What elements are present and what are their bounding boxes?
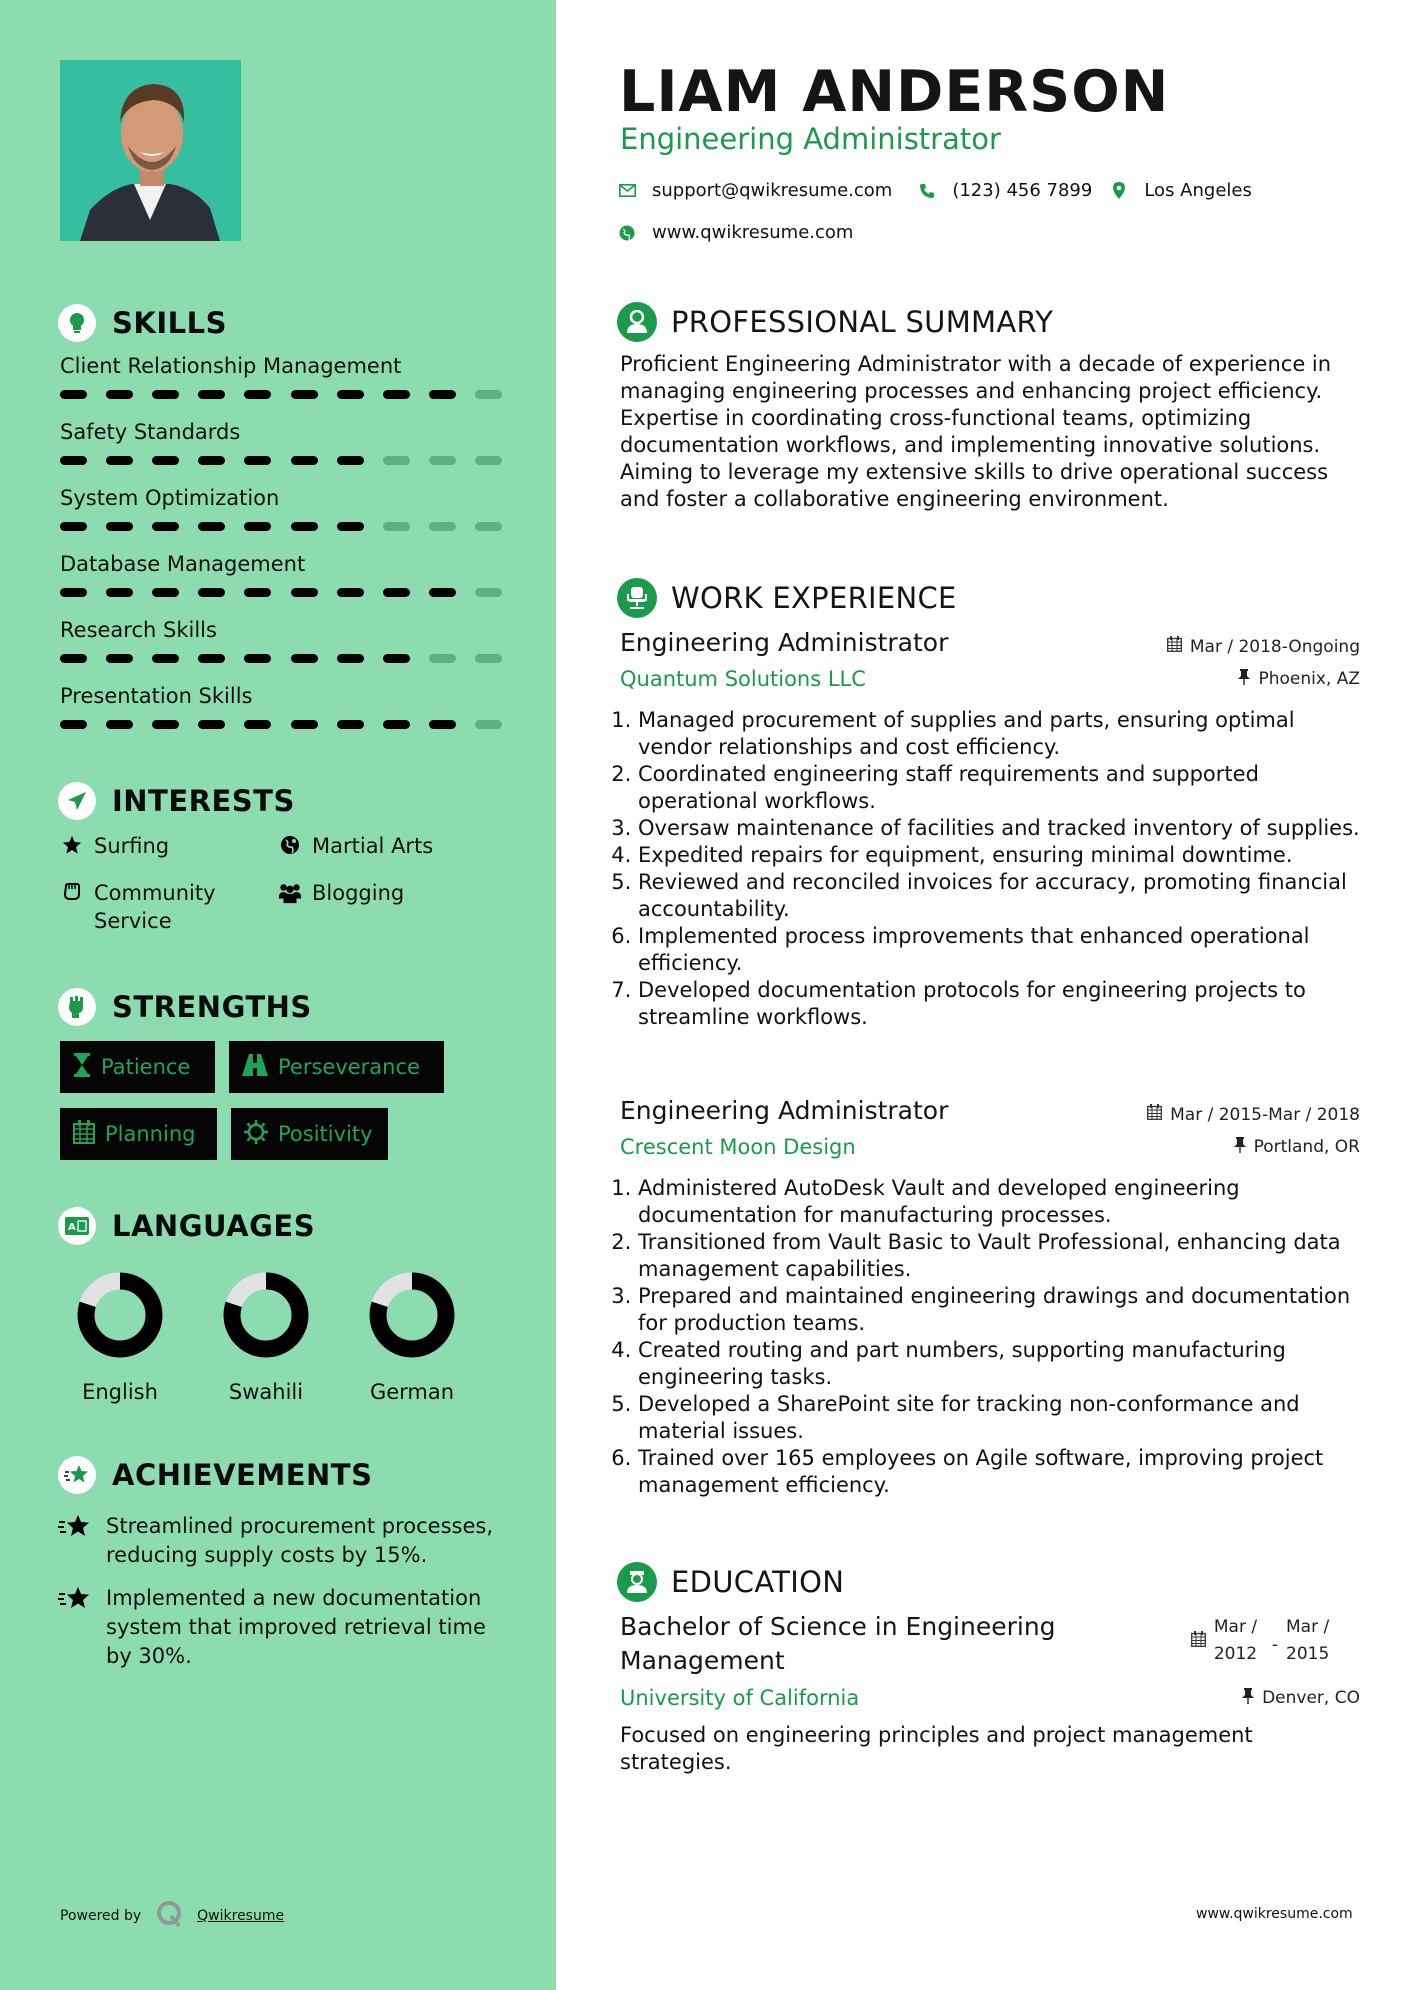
strengths-header: [58, 988, 312, 1026]
map-pin-icon: [1110, 182, 1128, 199]
skill-dash: [337, 456, 364, 465]
skill-dash: [475, 390, 502, 399]
skill-dash: [152, 390, 179, 399]
proficiency-donut: [369, 1272, 455, 1362]
skill-dash: [60, 390, 87, 399]
interest-label: Community Service: [94, 881, 216, 933]
skill-dash: [475, 654, 502, 663]
skill-dash: [60, 588, 87, 597]
skill-dash: [60, 522, 87, 531]
skill-dash: [198, 720, 225, 729]
interest-label: Blogging: [312, 881, 405, 905]
strength-badge: [229, 1041, 444, 1093]
hourglass-icon: [73, 1053, 91, 1082]
strength-label: Perseverance: [278, 1055, 420, 1079]
skill-dash: [475, 720, 502, 729]
fist-outline-icon: [60, 879, 84, 902]
language-icon: [58, 1207, 96, 1245]
skill-dash: [198, 390, 225, 399]
globe-icon: [618, 225, 636, 241]
shooting-star-icon: [58, 1584, 92, 1671]
interest-item: [278, 832, 518, 860]
skill-item: [60, 354, 502, 420]
skill-dash: [106, 522, 133, 531]
skill-dash: [475, 522, 502, 531]
skill-level-bar: [60, 654, 502, 663]
sidebar: [0, 0, 556, 1990]
skill-dash: [106, 588, 133, 597]
duty-item: 7. Developed documentation protocols for engineering projects to streamline workflows.: [638, 977, 1360, 1031]
job-entry: [620, 628, 1360, 1031]
qwikresume-logo-icon: [155, 1900, 183, 1932]
skill-item: [60, 552, 502, 618]
pushpin-icon: [1234, 1137, 1246, 1158]
education-end-date: Mar / 2015: [1286, 1617, 1330, 1664]
footer-website[interactable]: www.qwikresume.com: [1196, 1906, 1353, 1922]
skill-level-bar: [60, 588, 502, 597]
section-title: LANGUAGES: [112, 1209, 316, 1243]
summary-header: [617, 302, 1053, 342]
skill-dash: [291, 720, 318, 729]
interest-item: [60, 879, 260, 935]
section-title: WORK EXPERIENCE: [671, 581, 957, 615]
lightbulb-icon: [58, 304, 96, 342]
skill-dash: [383, 390, 410, 399]
duty-item: 1. Administered AutoDesk Vault and developed engineering documentation for manufacturing processes.: [638, 1175, 1360, 1229]
duty-item: 5. Reviewed and reconciled invoices for accuracy, promoting financial accountability.: [638, 869, 1360, 923]
interest-label: Surfing: [94, 834, 170, 858]
skill-dash: [198, 456, 225, 465]
pushpin-icon: [1242, 1688, 1254, 1709]
section-title: SKILLS: [112, 306, 227, 340]
duty-item: 2. Transitioned from Vault Basic to Vault Professional, enhancing data management capabilities.: [638, 1229, 1360, 1283]
achievements-header: [58, 1456, 372, 1494]
skill-dash: [244, 522, 271, 531]
skill-item: [60, 618, 502, 684]
date-separator: -: [1271, 1635, 1278, 1655]
job-dates: [1167, 636, 1360, 657]
skill-dash: [60, 720, 87, 729]
skill-dash: [152, 720, 179, 729]
job-company: Crescent Moon Design: [620, 1135, 856, 1159]
raised-fist-icon: [58, 988, 96, 1026]
skill-dash: [198, 522, 225, 531]
skill-dash: [429, 456, 456, 465]
skill-dash: [244, 588, 271, 597]
person-photo-icon: [60, 60, 241, 241]
achievement-text: Streamlined procurement processes, reducing supply costs by 15%.: [106, 1514, 494, 1567]
skill-dash: [429, 654, 456, 663]
skill-label: Safety Standards: [60, 420, 241, 444]
user-icon: [617, 302, 657, 342]
skill-dash: [198, 588, 225, 597]
skill-item: [60, 420, 502, 486]
strength-label: Positivity: [278, 1122, 373, 1146]
summary-text: Proficient Engineering Administrator with a decade of experience in managing engineering processes and enhancing project efficiency. Expertise in coordinating cross-functional teams, optimizing documentation workflows, and implementing innovative solutions. Aiming to leverage my extensive skills to drive operational success and foster a collaborative engineering environment.: [620, 352, 1332, 511]
job-location-text: Portland, OR: [1253, 1137, 1360, 1157]
skill-label: Research Skills: [60, 618, 217, 642]
job-entry: [620, 1096, 1360, 1499]
skill-dash: [475, 588, 502, 597]
section-title: ACHIEVEMENTS: [112, 1458, 373, 1492]
section-title: STRENGTHS: [112, 990, 312, 1024]
skill-dash: [383, 522, 410, 531]
education-dates: [1191, 1610, 1336, 1668]
interests-header: [58, 782, 295, 820]
qwikresume-link[interactable]: Qwikresume: [197, 1908, 285, 1924]
skill-dash: [198, 654, 225, 663]
education-location: [1242, 1688, 1360, 1709]
phone-icon: [918, 184, 936, 198]
powered-by: [60, 1900, 284, 1932]
skill-dash: [152, 654, 179, 663]
strength-label: Patience: [101, 1055, 191, 1079]
website-link[interactable]: www.qwikresume.com: [652, 222, 854, 243]
skill-dash: [337, 654, 364, 663]
calendar-icon: [1147, 1104, 1162, 1125]
skill-dash: [337, 588, 364, 597]
shooting-star-icon: [58, 1456, 96, 1494]
job-location: [1234, 1137, 1360, 1158]
skill-dash: [429, 588, 456, 597]
skill-dash: [429, 522, 456, 531]
skill-dash: [383, 654, 410, 663]
duty-item: 3. Oversaw maintenance of facilities and tracked inventory of supplies.: [638, 815, 1360, 842]
education-description: Focused on engineering principles and project management strategies.: [620, 1723, 1253, 1774]
skill-dash: [106, 390, 133, 399]
achievements-list: [58, 1512, 498, 1671]
skill-dash: [383, 456, 410, 465]
website-row: [618, 222, 853, 243]
skill-dash: [383, 720, 410, 729]
skill-item: [60, 486, 502, 552]
calendar-icon: [1191, 1631, 1206, 1652]
job-location-text: Phoenix, AZ: [1258, 669, 1360, 689]
candidate-title: Engineering Administrator: [620, 122, 1001, 156]
strength-badge: [60, 1108, 217, 1160]
duty-item: 6. Trained over 165 employees on Agile software, improving project management efficiency.: [638, 1445, 1360, 1499]
skill-dash: [106, 456, 133, 465]
powered-by-label: Powered by: [60, 1908, 142, 1924]
job-company: Quantum Solutions LLC: [620, 667, 866, 691]
skill-level-bar: [60, 522, 502, 531]
skill-dash: [337, 522, 364, 531]
language-label: English: [82, 1380, 158, 1404]
job-role: Engineering Administrator: [620, 628, 949, 657]
calendar-icon: [73, 1120, 95, 1149]
strength-label: Planning: [105, 1122, 196, 1146]
skill-label: Database Management: [60, 552, 306, 576]
duty-item: 5. Developed a SharePoint site for tracking non-conformance and material issues.: [638, 1391, 1360, 1445]
sun-icon: [244, 1120, 268, 1149]
experience-header: [617, 578, 957, 618]
job-dates: [1147, 1104, 1360, 1125]
proficiency-donut: [77, 1272, 163, 1362]
skill-level-bar: [60, 456, 502, 465]
achievement-item: [58, 1584, 498, 1671]
interest-item: [278, 879, 518, 907]
office-chair-icon: [617, 578, 657, 618]
job-duties: [620, 707, 1360, 1031]
education-entry: [620, 1610, 1360, 1776]
section-title: EDUCATION: [671, 1565, 845, 1599]
skill-item: [60, 684, 502, 750]
skill-dash: [429, 720, 456, 729]
job-role: Engineering Administrator: [620, 1096, 949, 1125]
interest-label: Martial Arts: [312, 834, 434, 858]
skill-dash: [60, 456, 87, 465]
skill-label: System Optimization: [60, 486, 280, 510]
strength-badge: [60, 1041, 215, 1093]
candidate-name: LIAM ANDERSON: [619, 59, 1170, 125]
pushpin-icon: [1238, 669, 1250, 690]
language-item: [206, 1272, 326, 1404]
duty-item: 4. Created routing and part numbers, supporting manufacturing engineering tasks.: [638, 1337, 1360, 1391]
skill-level-bar: [60, 720, 502, 729]
star-icon: [60, 832, 84, 855]
skill-dash: [383, 588, 410, 597]
language-label: German: [369, 1380, 455, 1404]
calendar-icon: [1167, 636, 1182, 657]
language-item: [352, 1272, 472, 1404]
interest-item: [60, 832, 300, 860]
skill-dash: [244, 390, 271, 399]
users-icon: [278, 879, 302, 904]
main-content: [556, 0, 1407, 1990]
road-icon: [242, 1054, 268, 1081]
education-location-text: Denver, CO: [1262, 1688, 1360, 1708]
skills-header: [58, 304, 227, 342]
phone-number[interactable]: (123) 456 7899: [952, 180, 1093, 201]
svg-text:A: A: [68, 1222, 76, 1233]
skill-dash: [291, 588, 318, 597]
skill-label: Presentation Skills: [60, 684, 253, 708]
language-label: Swahili: [228, 1380, 304, 1404]
skill-dash: [244, 720, 271, 729]
graduate-icon: [617, 1562, 657, 1602]
globe-icon: [278, 832, 302, 855]
skill-dash: [429, 390, 456, 399]
skill-label: Client Relationship Management: [60, 354, 402, 378]
job-dates-text: Mar / 2018-Ongoing: [1189, 636, 1360, 657]
skill-dash: [475, 456, 502, 465]
duty-item: 1. Managed procurement of supplies and parts, ensuring optimal vendor relationships and cost efficiency.: [638, 707, 1360, 761]
skill-dash: [337, 390, 364, 399]
paper-plane-icon: [58, 782, 96, 820]
skill-dash: [152, 522, 179, 531]
job-location: [1238, 669, 1360, 690]
skill-dash: [337, 720, 364, 729]
location-text: Los Angeles: [1144, 180, 1252, 201]
section-title: PROFESSIONAL SUMMARY: [671, 305, 1054, 339]
duty-item: 4. Expedited repairs for equipment, ensuring minimal downtime.: [638, 842, 1360, 869]
avatar: [60, 60, 241, 241]
skill-dash: [244, 654, 271, 663]
education-start-date: Mar / 2012: [1213, 1617, 1258, 1664]
job-duties: [620, 1175, 1360, 1499]
languages-header: [58, 1207, 315, 1245]
skill-dash: [291, 456, 318, 465]
skill-dash: [291, 654, 318, 663]
languages-list: [60, 1272, 472, 1404]
skill-dash: [244, 456, 271, 465]
skill-dash: [106, 654, 133, 663]
envelope-icon: [618, 184, 636, 197]
strength-badge: [231, 1108, 388, 1160]
duty-item: 3. Prepared and maintained engineering drawings and documentation for production teams.: [638, 1283, 1360, 1337]
achievement-text: Implemented a new documentation system that improved retrieval time by 30%.: [106, 1586, 486, 1668]
skill-dash: [60, 654, 87, 663]
duty-item: 2. Coordinated engineering staff requirements and supported operational workflows.: [638, 761, 1360, 815]
email-link[interactable]: support@qwikresume.com: [652, 180, 893, 201]
education-header: [617, 1562, 844, 1602]
job-dates-text: Mar / 2015-Mar / 2018: [1170, 1104, 1360, 1125]
degree-title: Bachelor of Science in Engineering Management: [620, 1612, 1056, 1675]
contact-row: [618, 180, 1252, 201]
skill-dash: [152, 456, 179, 465]
skill-dash: [106, 720, 133, 729]
duty-item: 6. Implemented process improvements that enhanced operational efficiency.: [638, 923, 1360, 977]
section-title: INTERESTS: [112, 784, 295, 818]
skills-list: [60, 354, 502, 750]
shooting-star-icon: [58, 1512, 92, 1570]
school-name: University of California: [620, 1686, 860, 1710]
skill-dash: [291, 390, 318, 399]
language-item: [60, 1272, 180, 1404]
skill-dash: [152, 588, 179, 597]
skill-level-bar: [60, 390, 502, 399]
proficiency-donut: [223, 1272, 309, 1362]
achievement-item: [58, 1512, 498, 1570]
skill-dash: [291, 522, 318, 531]
